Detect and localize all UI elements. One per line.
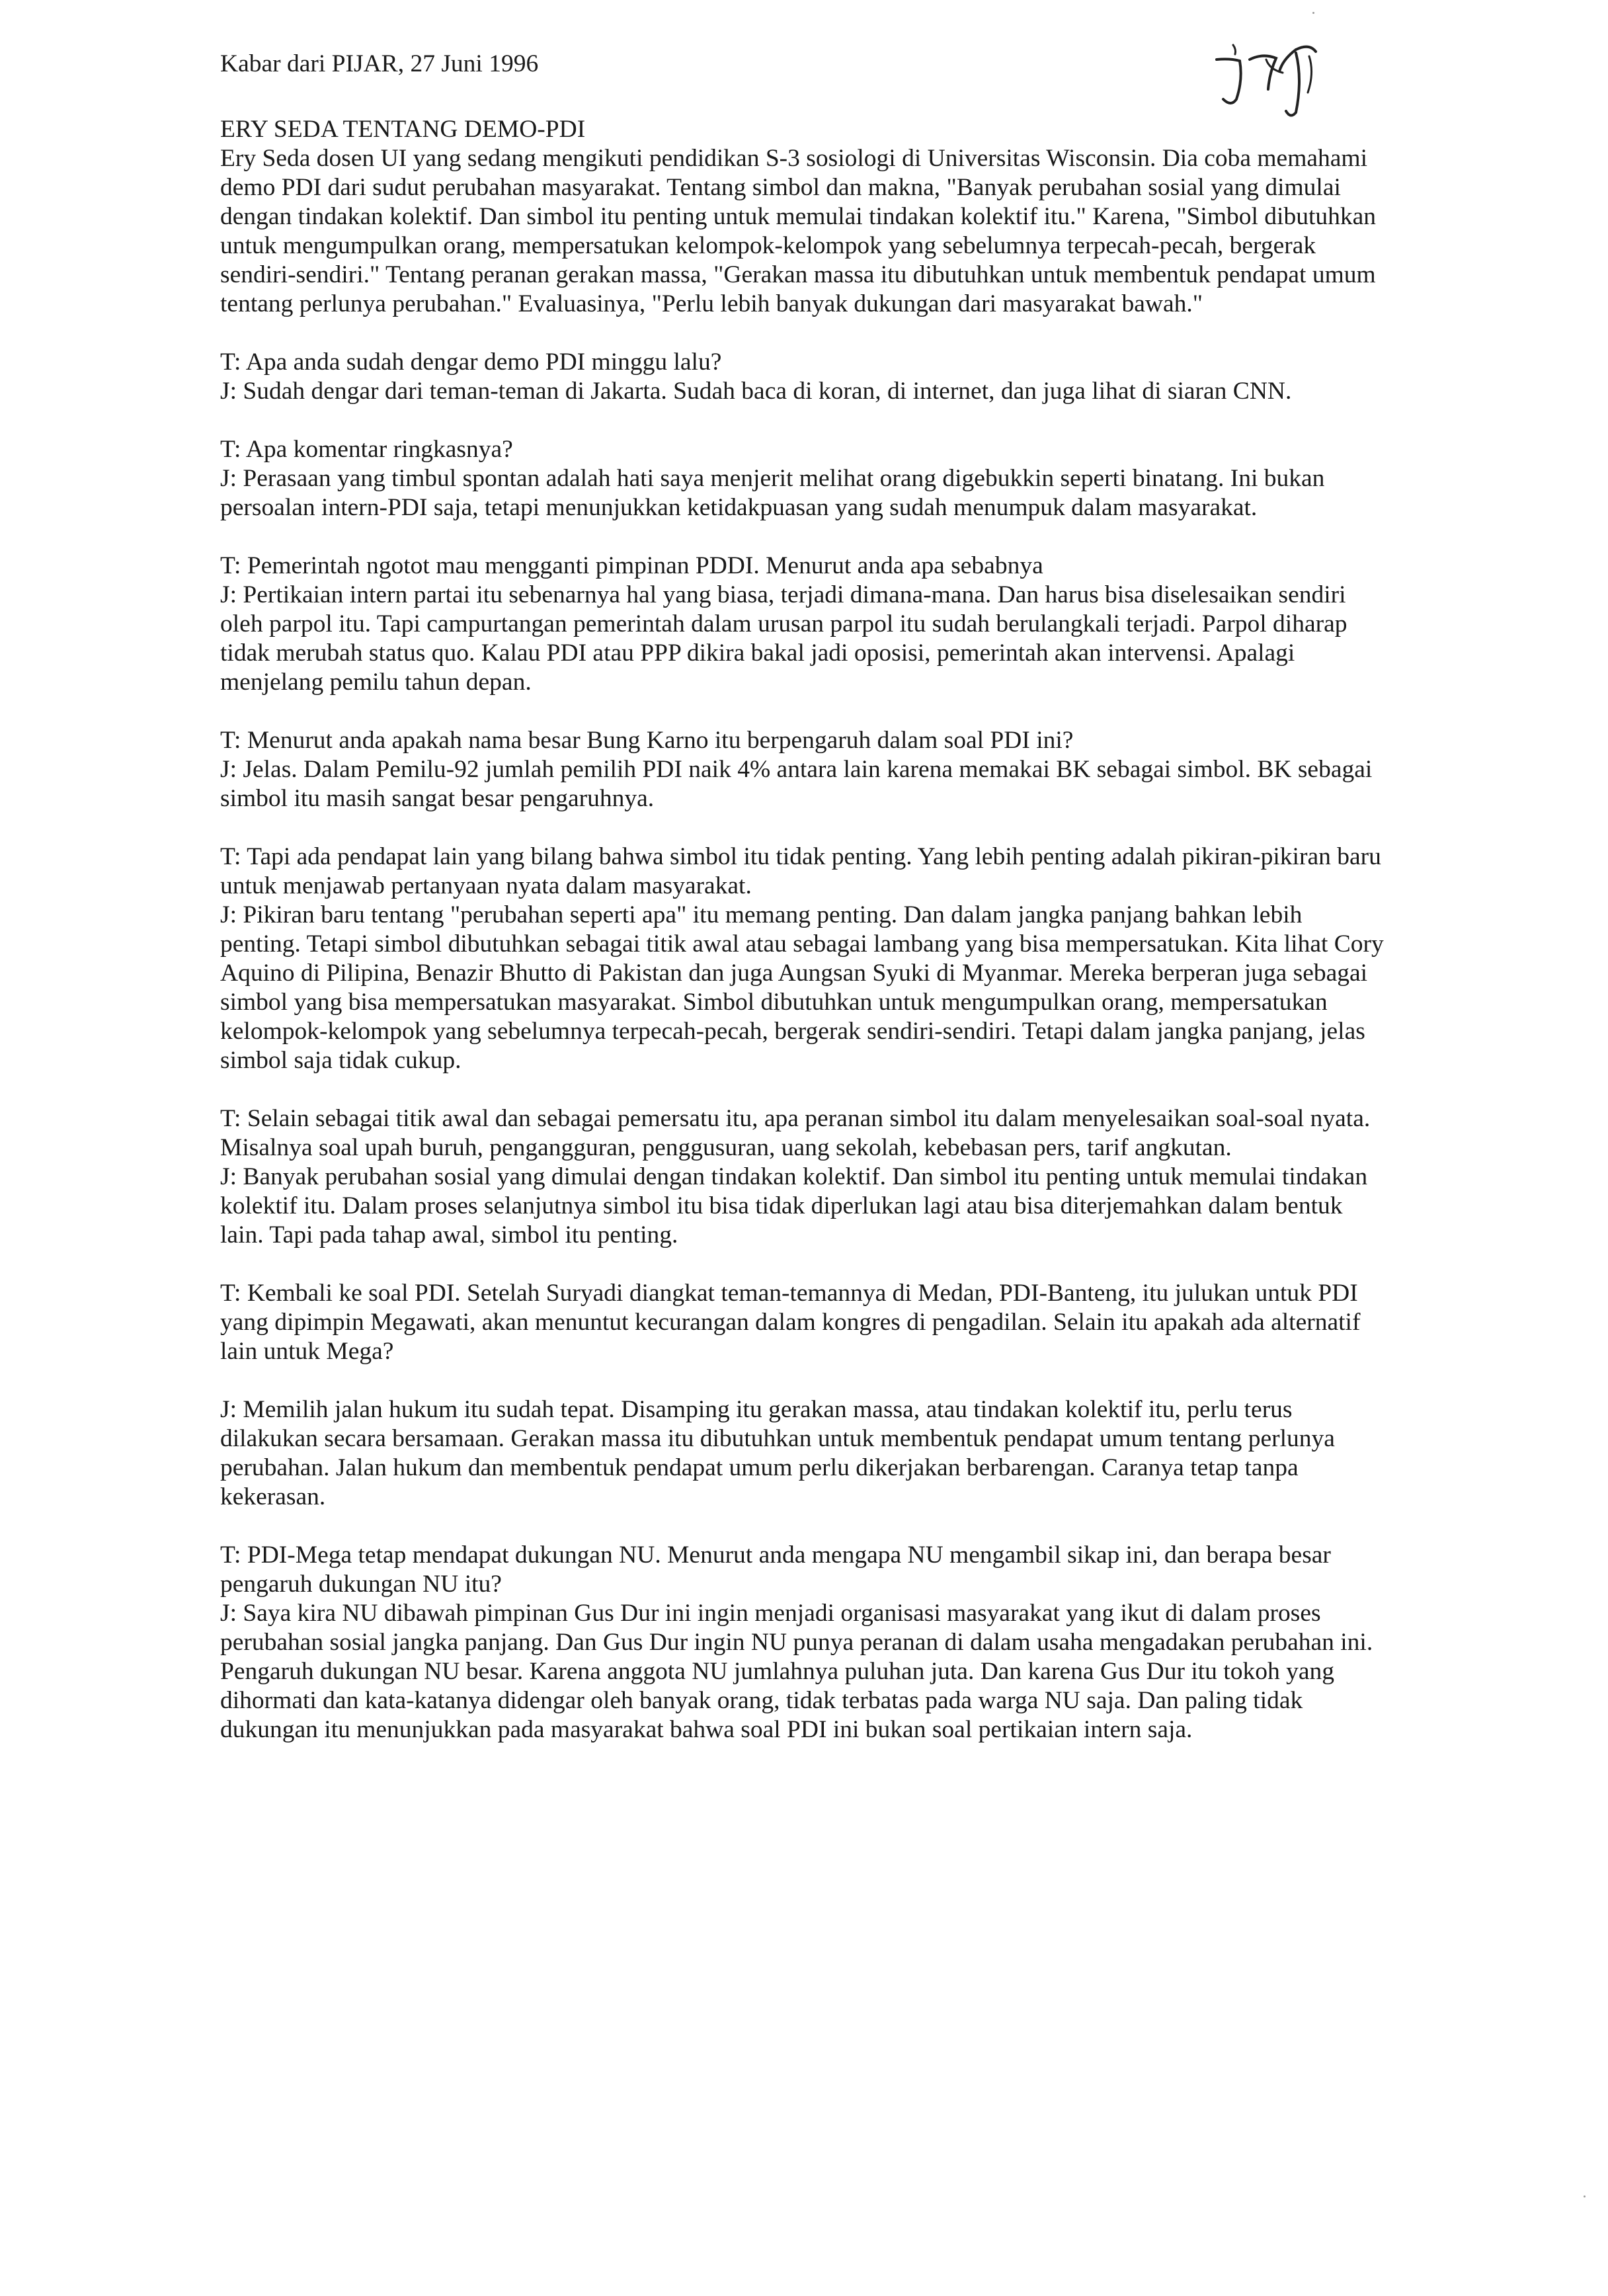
article-body [220, 50, 1384, 1774]
question-text: T: PDI-Mega tetap mendapat dukungan NU. Menurut anda mengapa NU mengambil sikap ini, dan berapa besar pengaruh dukungan NU itu? [220, 1541, 1331, 1598]
answer-text: J: Saya kira NU dibawah pimpinan Gus Dur ini ingin menjadi organisasi masyarakat yang ikut di dalam proses perubahan sosial jangka panjang. Dan Gus Dur ingin NU punya peranan di dalam usaha mengadakan perubahan ini. Pengaruh dukungan NU besar. Karena anggota NU jumlahnya puluhan juta. Dan karena Gus Dur itu tokoh yang dihormati dan kata-katanya didengar oleh banyak orang, tidak terbatas pada warga NU saja. Dan paling tidak dukungan itu menunjukkan pada masyarakat bahwa soal PDI ini bukan soal pertikaian intern saja. [220, 1600, 1373, 1743]
question-text: T: Selain sebagai titik awal dan sebagai pemersatu itu, apa peranan simbol itu dalam menyelesaikan soal-soal nyata. Misalnya soal upah buruh, pengangguran, penggusuran, uang sekolah, kebebasan pers, tarif angkutan. [220, 1105, 1371, 1161]
answer-text: J: Jelas. Dalam Pemilu-92 jumlah pemilih PDI naik 4% antara lain karena memakai BK sebagai simbol. BK sebagai simbol itu masih sangat besar pengaruhnya. [220, 756, 1373, 812]
scan-speck [1584, 2195, 1586, 2197]
question-text: T: Menurut anda apakah nama besar Bung Karno itu berpengaruh dalam soal PDI ini? [220, 727, 1074, 754]
qa-block [220, 1541, 1384, 1744]
question-text: T: Pemerintah ngotot mau mengganti pimpinan PDDI. Menurut anda apa sebabnya [220, 552, 1043, 579]
qa-block [220, 435, 1384, 522]
qa-block [220, 842, 1384, 1075]
qa-block [220, 348, 1384, 406]
qa-block [220, 726, 1384, 813]
question-text: T: Apa anda sudah dengar demo PDI minggu lalu? [220, 348, 722, 376]
answer-text: J: Sudah dengar dari teman-teman di Jakarta. Sudah baca di koran, di internet, dan juga lihat di siaran CNN. [220, 378, 1292, 405]
spacer [220, 1366, 1384, 1395]
answer-text: J: Banyak perubahan sosial yang dimulai dengan tindakan kolektif. Dan simbol itu penting untuk memulai tindakan kolektif itu. Dalam proses selanjutnya simbol itu bisa tidak diperlukan lagi atau bisa diterjemahkan dalam bentuk lain. Tapi pada tahap awal, simbol itu penting. [220, 1163, 1368, 1249]
qa-block [220, 1279, 1384, 1512]
scan-speck [1312, 12, 1314, 14]
qa-block [220, 552, 1384, 697]
source-dateline: Kabar dari PIJAR, 27 Juni 1996 [220, 50, 539, 77]
answer-text: J: Perasaan yang timbul spontan adalah hati saya menjerit melihat orang digebukkin seperti binatang. Ini bukan persoalan intern-PDI saja, tetapi menunjukkan ketidakpuasan yang sudah menumpuk dalam masyarakat. [220, 465, 1325, 521]
answer-text: J: Pikiran baru tentang "perubahan seperti apa" itu memang penting. Dan dalam jangka panjang bahkan lebih penting. Tetapi simbol dibutuhkan sebagai titik awal atau sebagai lambang yang bisa mempersatukan. Kita lihat Cory Aquino di Pilipina, Benazir Bhutto di Pakistan dan juga Aungsan Syuki di Myanmar. Mereka berperan juga sebagai simbol yang bisa mempersatukan masyarakat. Simbol dibutuhkan untuk mengumpulkan orang, mempersatukan kelompok-kelompok yang sebelumnya terpecah-pecah, bergerak sendiri-sendiri. Tetapi dalam jangka panjang, jelas simbol saja tidak cukup. [220, 901, 1384, 1074]
article-title: ERY SEDA TENTANG DEMO-PDI [220, 116, 586, 143]
answer-text: J: Memilih jalan hukum itu sudah tepat. Disamping itu gerakan massa, atau tindakan kolektif itu, perlu terus dilakukan secara bersamaan. Gerakan massa itu dibutuhkan untuk membentuk pendapat umum tentang perlunya perubahan. Jalan hukum dan membentuk pendapat umum perlu dikerjakan berbarengan. Caranya tetap tanpa kekerasan. [220, 1396, 1335, 1510]
question-text: T: Apa komentar ringkasnya? [220, 436, 513, 463]
answer-text: J: Pertikaian intern partai itu sebenarnya hal yang biasa, terjadi dimana-mana. Dan harus bisa diselesaikan sendiri oleh parpol itu. Tapi campurtangan pemerintah dalam urusan parpol itu sudah berulangkali terjadi. Parpol diharap tidak merubah status quo. Kalau PDI atau PPP dikira bakal jadi oposisi, pemerintah akan intervensi. Apalagi menjelang pemilu tahun depan. [220, 581, 1347, 696]
question-text: T: Kembali ke soal PDI. Setelah Suryadi diangkat teman-temannya di Medan, PDI-Banteng, itu julukan untuk PDI yang dipimpin Megawati, akan menuntut kecurangan dalam kongres di pengadilan. Selain itu apakah ada alternatif lain untuk Mega? [220, 1280, 1361, 1365]
interview-qa [220, 348, 1384, 1744]
intro-paragraph: Ery Seda dosen UI yang sedang mengikuti pendidikan S-3 sosiologi di Universitas Wisconsin. Dia coba memahami demo PDI dari sudut perubahan masyarakat. Tentang simbol dan makna, "Banyak perubahan sosial yang dimulai dengan tindakan kolektif. Dan simbol itu penting untuk memulai tindakan kolektif itu." Karena, "Simbol dibutuhkan untuk mengumpulkan orang, mempersatukan kelompok-kelompok yang sebelumnya terpecah-pecah, bergerak sendiri-sendiri." Tentang peranan gerakan massa, "Gerakan massa itu dibutuhkan untuk membentuk pendapat umum tentang perlunya perubahan." Evaluasinya, "Perlu lebih banyak dukungan dari masyarakat bawah." [220, 145, 1377, 317]
question-text: T: Tapi ada pendapat lain yang bilang bahwa simbol itu tidak penting. Yang lebih penting adalah pikiran-pikiran baru untuk menjawab pertanyaan nyata dalam masyarakat. [220, 843, 1381, 899]
qa-block [220, 1104, 1384, 1250]
